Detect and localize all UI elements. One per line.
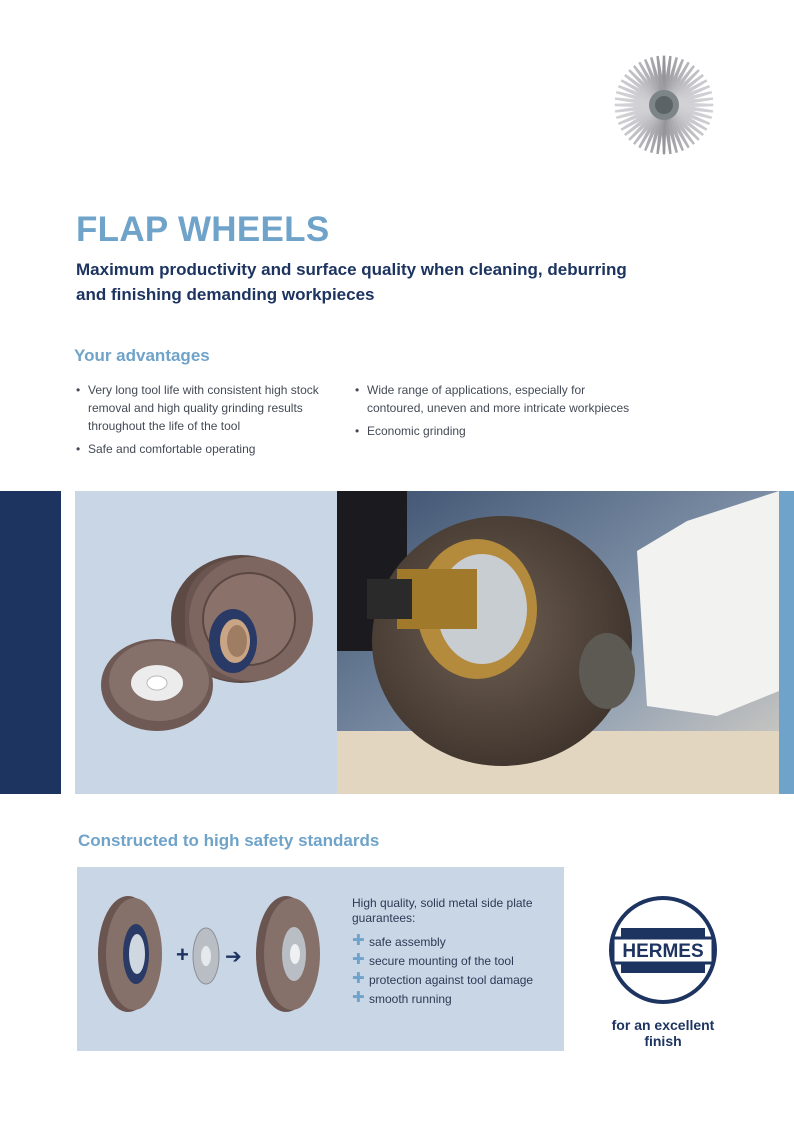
advantages-list-left xyxy=(76,381,336,463)
navy-side-bar xyxy=(0,491,61,794)
safety-item-text: protection against tool damage xyxy=(369,973,534,987)
advantages-heading: Your advantages xyxy=(74,346,210,365)
advantage-text: Wide range of applications, especially for contoured, uneven and more intricate workpieces xyxy=(367,383,630,415)
advantage-text: Safe and comfortable operating xyxy=(88,442,256,456)
safety-item-text: smooth running xyxy=(369,992,452,1006)
safety-item-text: secure mounting of the tool xyxy=(369,954,514,968)
flap-wheel-emblem-image xyxy=(606,50,726,162)
bullet-icon: • xyxy=(355,424,360,438)
advantage-text: Economic grinding xyxy=(367,424,466,438)
hermes-logo-text: HERMES xyxy=(622,941,704,962)
advantage-item xyxy=(76,381,336,435)
emblem-hub-center xyxy=(655,96,673,114)
page-title: FLAP WHEELS xyxy=(76,210,330,249)
bullet-icon: • xyxy=(76,442,81,456)
brand-tagline: for an excellent finish xyxy=(611,1017,715,1049)
hermes-logo xyxy=(607,894,719,1006)
safety-heading: Constructed to high safety standards xyxy=(78,831,380,850)
bullet-icon: • xyxy=(76,383,81,397)
plus-icon: ✚ xyxy=(352,951,365,968)
assembly-illustration xyxy=(90,890,330,1020)
safety-item xyxy=(352,970,552,987)
plus-icon: ✚ xyxy=(352,970,365,987)
advantage-item xyxy=(355,381,630,417)
safety-item xyxy=(352,951,552,968)
page-subtitle: Maximum productivity and surface quality when cleaning, deburring and finishing demanding workpieces xyxy=(76,260,627,304)
advantage-text: Very long tool life with consistent high stock removal and high quality grinding results throughout the life of the tool xyxy=(88,383,319,433)
safety-item xyxy=(352,989,552,1006)
assembly-plus-icon: + xyxy=(176,942,189,967)
flap-wheels-product-image xyxy=(75,491,337,794)
grinding-scene-image xyxy=(337,491,779,794)
safety-list xyxy=(352,932,552,1011)
application-photo xyxy=(337,491,779,794)
assembly-arrow-icon: ➔ xyxy=(225,944,242,968)
bullet-icon: • xyxy=(355,383,360,397)
plus-icon: ✚ xyxy=(352,932,365,949)
blue-side-bar xyxy=(779,491,794,794)
safety-item xyxy=(352,932,552,949)
product-photo-panel xyxy=(75,491,337,794)
advantage-item xyxy=(76,440,336,458)
advantage-item xyxy=(355,422,630,440)
plus-icon: ✚ xyxy=(352,989,365,1006)
advantages-list-right xyxy=(355,381,630,445)
safety-item-text: safe assembly xyxy=(369,935,446,949)
safety-intro-text: High quality, solid metal side plate guarantees: xyxy=(352,896,533,925)
